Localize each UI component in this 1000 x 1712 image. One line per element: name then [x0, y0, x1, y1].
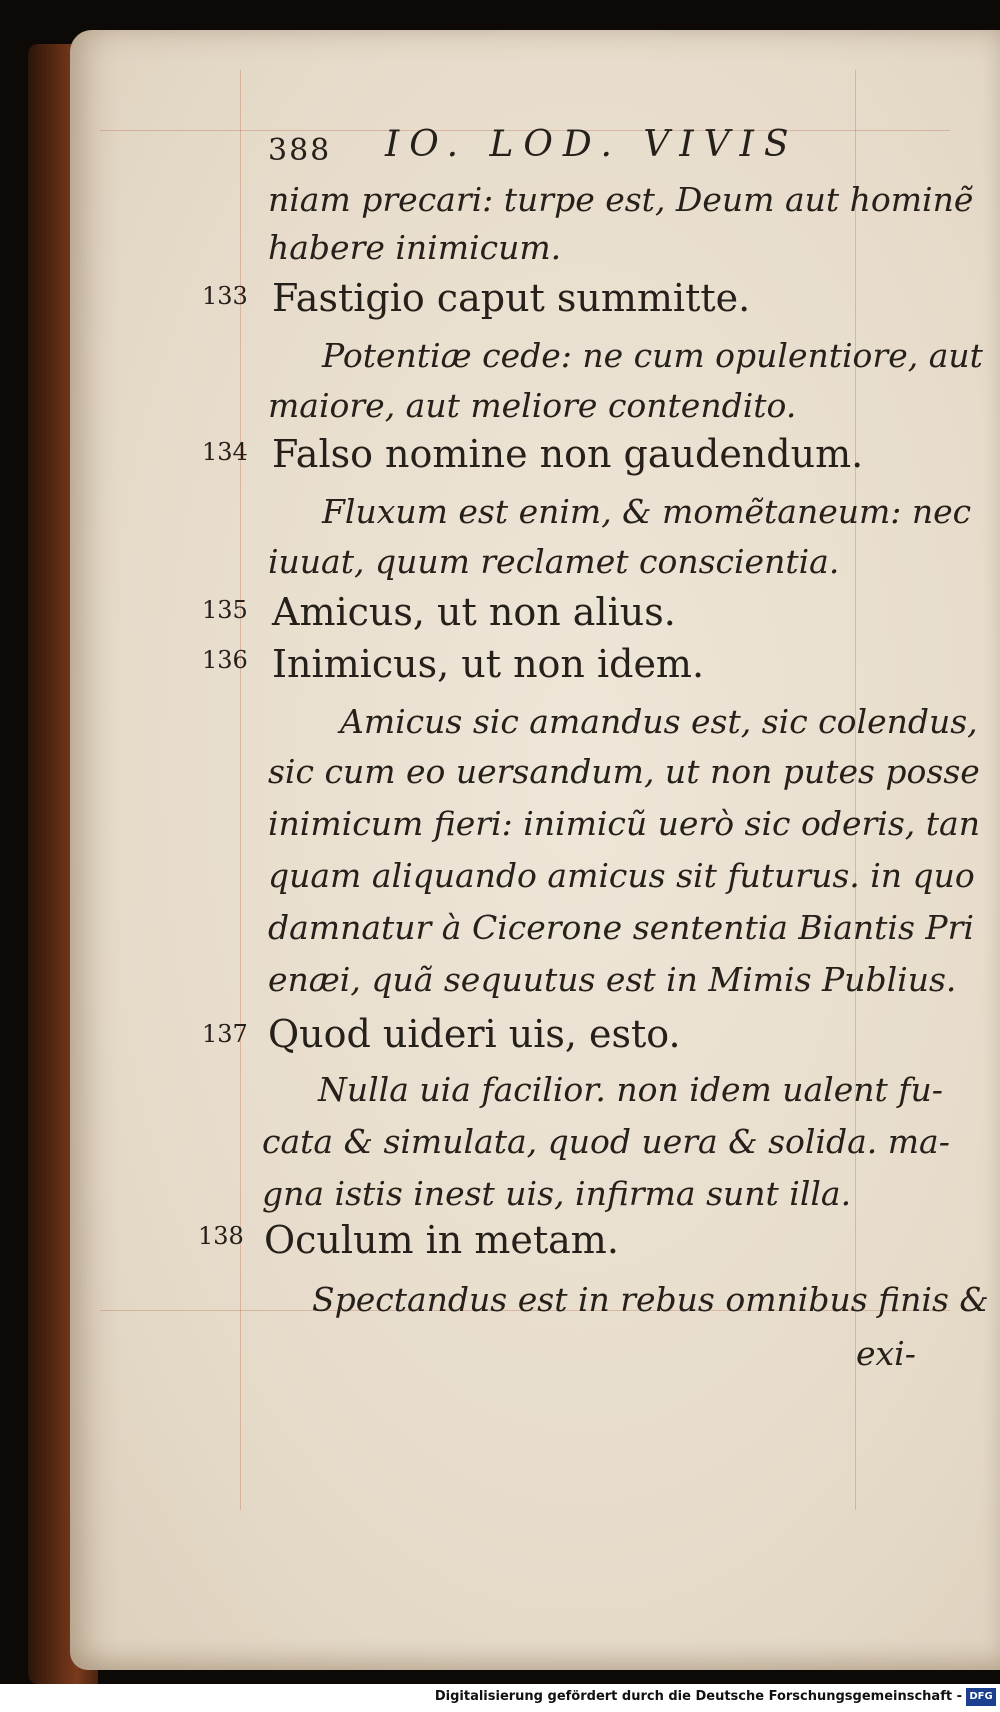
adage-heading: Oculum in metam.: [264, 1218, 619, 1262]
adage-heading: Inimicus, ut non idem.: [272, 642, 705, 686]
text-line: Potentiæ cede: ne cum opulentiore, aut: [322, 336, 983, 375]
adage-heading: Quod uideri uis, esto.: [268, 1012, 681, 1056]
adage-number: 138: [198, 1222, 244, 1250]
adage-number: 133: [202, 282, 248, 310]
adage-heading: Fastigio caput summitte.: [272, 276, 751, 320]
digitization-credit-bar: [0, 1684, 1000, 1712]
adage-number: 137: [202, 1020, 248, 1048]
text-line: damnatur à Cicerone sententia Biantis Pri: [268, 908, 974, 947]
text-line: habere inimicum.: [268, 228, 562, 267]
text-line: niam precari: turpe est, Deum aut hominẽ: [268, 180, 974, 219]
catchword: exi-: [856, 1334, 916, 1373]
text-line: gna istis inest uis, infirma sunt illa.: [262, 1174, 852, 1213]
dfg-logo: DFG: [966, 1688, 996, 1706]
text-line: maiore, aut meliore contendito.: [268, 386, 797, 425]
running-header: [268, 128, 331, 169]
adage-number: 134: [202, 438, 248, 466]
adage-number: 136: [202, 646, 248, 674]
text-line: inimicum fieri: inimicũ uerò sic oderis, tan: [268, 804, 980, 843]
credit-text: Digitalisierung gefördert durch die Deutsche Forschungsgemeinschaft -: [434, 1689, 962, 1704]
text-line: iuuat, quum reclamet conscientia.: [268, 542, 840, 581]
text-line: sic cum eo uersandum, ut non putes posse: [268, 752, 980, 791]
text-line: Nulla uia facilior. non idem ualent fu-: [318, 1070, 943, 1109]
text-line: Fluxum est enim, & momẽtaneum: nec: [322, 492, 972, 531]
page-number: 388: [268, 133, 332, 168]
text-line: Amicus sic amandus est, sic colendus,: [340, 702, 978, 741]
text-line: quam aliquando amicus sit futurus. in quo: [268, 856, 975, 895]
adage-number: 135: [202, 596, 248, 624]
running-title: IO. LOD. VIVIS: [385, 124, 799, 165]
text-line: enæi, quã sequutus est in Mimis Publius.: [268, 960, 957, 999]
text-line: Spectandus est in rebus omnibus finis &: [312, 1280, 989, 1319]
text-line: cata & simulata, quod uera & solida. ma-: [262, 1122, 950, 1161]
adage-heading: Falso nomine non gaudendum.: [272, 432, 864, 476]
adage-heading: Amicus, ut non alius.: [272, 590, 676, 634]
running-title-wrap: [385, 124, 799, 165]
